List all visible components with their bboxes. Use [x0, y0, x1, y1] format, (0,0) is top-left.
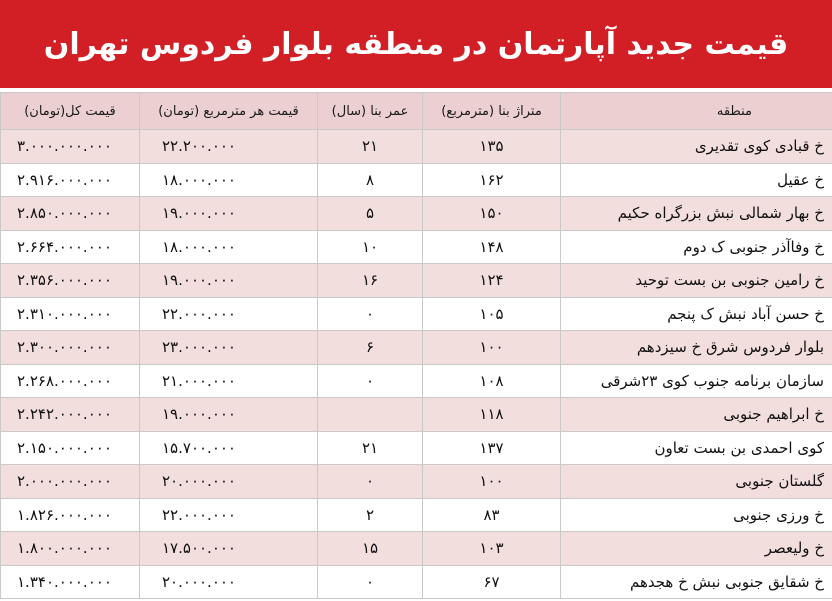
- cell-total: ۲.۳۰۰.۰۰۰.۰۰۰: [1, 331, 140, 365]
- cell-age: ۰: [318, 297, 423, 331]
- header-age: عمر بنا (سال): [318, 93, 423, 130]
- cell-total: ۲.۹۱۶.۰۰۰.۰۰۰: [1, 163, 140, 197]
- cell-region: خ وفاآذر جنوبی ک دوم: [561, 230, 832, 264]
- header-area: متراژ بنا (مترمربع): [423, 93, 561, 130]
- cell-price-per-m2: ۱۸.۰۰۰.۰۰۰: [140, 163, 318, 197]
- table-row: [1, 163, 832, 197]
- cell-region: خ عقیل: [561, 163, 832, 197]
- cell-area: ۱۴۸: [423, 230, 561, 264]
- cell-area: ۸۳: [423, 498, 561, 532]
- cell-price-per-m2: ۲۲.۰۰۰.۰۰۰: [140, 498, 318, 532]
- cell-region: خ حسن آباد نبش ک پنجم: [561, 297, 832, 331]
- cell-area: ۱۰۵: [423, 297, 561, 331]
- cell-region: بلوار فردوس شرق خ سیزدهم: [561, 331, 832, 365]
- cell-total: ۱.۸۲۶.۰۰۰.۰۰۰: [1, 498, 140, 532]
- table-row: [1, 197, 832, 231]
- table-row: [1, 465, 832, 499]
- cell-age: ۶: [318, 331, 423, 365]
- cell-age: ۲: [318, 498, 423, 532]
- table-row: [1, 130, 832, 164]
- cell-age: ۱۰: [318, 230, 423, 264]
- cell-total: ۲.۳۵۶.۰۰۰.۰۰۰: [1, 264, 140, 298]
- cell-age: ۵: [318, 197, 423, 231]
- title-bar: [0, 0, 832, 88]
- cell-total: ۲.۲۴۲.۰۰۰.۰۰۰: [1, 398, 140, 432]
- cell-price-per-m2: ۱۵.۷۰۰.۰۰۰: [140, 431, 318, 465]
- cell-age: ۸: [318, 163, 423, 197]
- cell-region: خ قبادی کوی تقدیری: [561, 130, 832, 164]
- table-row: [1, 297, 832, 331]
- cell-age: ۰: [318, 364, 423, 398]
- page-title: قیمت جدید آپارتمان در منطقه بلوار فردوس تهران: [43, 26, 789, 62]
- cell-total: ۲.۸۵۰.۰۰۰.۰۰۰: [1, 197, 140, 231]
- cell-region: خ ابراهیم جنوبی: [561, 398, 832, 432]
- cell-area: ۱۲۴: [423, 264, 561, 298]
- table-row: [1, 331, 832, 365]
- cell-age: [318, 398, 423, 432]
- table-row: [1, 431, 832, 465]
- cell-price-per-m2: ۲۲.۰۰۰.۰۰۰: [140, 297, 318, 331]
- cell-area: ۱۳۷: [423, 431, 561, 465]
- cell-total: ۲.۰۰۰.۰۰۰.۰۰۰: [1, 465, 140, 499]
- cell-price-per-m2: ۲۱.۰۰۰.۰۰۰: [140, 364, 318, 398]
- header-region: منطقه: [561, 93, 832, 130]
- cell-total: ۲.۳۱۰.۰۰۰.۰۰۰: [1, 297, 140, 331]
- cell-price-per-m2: ۲۰.۰۰۰.۰۰۰: [140, 565, 318, 599]
- cell-region: خ ورزی جنوبی: [561, 498, 832, 532]
- header-total: قیمت کل(تومان): [1, 93, 140, 130]
- cell-region: سازمان برنامه جنوب کوی ۲۳شرقی: [561, 364, 832, 398]
- cell-area: ۱۰۰: [423, 465, 561, 499]
- cell-price-per-m2: ۱۷.۵۰۰.۰۰۰: [140, 532, 318, 566]
- cell-price-per-m2: ۱۹.۰۰۰.۰۰۰: [140, 398, 318, 432]
- cell-price-per-m2: ۲۲.۲۰۰.۰۰۰: [140, 130, 318, 164]
- cell-region: خ بهار شمالی نبش بزرگراه حکیم: [561, 197, 832, 231]
- cell-age: ۲۱: [318, 130, 423, 164]
- cell-area: ۱۳۵: [423, 130, 561, 164]
- cell-total: ۲.۲۶۸.۰۰۰.۰۰۰: [1, 364, 140, 398]
- table-row: [1, 364, 832, 398]
- cell-price-per-m2: ۱۹.۰۰۰.۰۰۰: [140, 264, 318, 298]
- cell-age: ۱۵: [318, 532, 423, 566]
- cell-area: ۱۰۳: [423, 532, 561, 566]
- cell-price-per-m2: ۱۹.۰۰۰.۰۰۰: [140, 197, 318, 231]
- table-row: [1, 565, 832, 599]
- cell-price-per-m2: ۲۳.۰۰۰.۰۰۰: [140, 331, 318, 365]
- cell-region: خ رامین جنوبی بن بست توحید: [561, 264, 832, 298]
- cell-area: ۶۷: [423, 565, 561, 599]
- cell-area: ۱۶۲: [423, 163, 561, 197]
- cell-age: ۰: [318, 465, 423, 499]
- cell-region: گلستان جنوبی: [561, 465, 832, 499]
- table-row: [1, 230, 832, 264]
- cell-total: ۲.۱۵۰.۰۰۰.۰۰۰: [1, 431, 140, 465]
- cell-region: کوی احمدی بن بست تعاون: [561, 431, 832, 465]
- header-price-per-m2: قیمت هر مترمربع (تومان): [140, 93, 318, 130]
- cell-age: ۲۱: [318, 431, 423, 465]
- cell-region: خ شقایق جنوبی نبش خ هجدهم: [561, 565, 832, 599]
- cell-total: ۳.۰۰۰.۰۰۰.۰۰۰: [1, 130, 140, 164]
- cell-total: ۱.۳۴۰.۰۰۰.۰۰۰: [1, 565, 140, 599]
- table-row: [1, 398, 832, 432]
- table-row: [1, 532, 832, 566]
- cell-area: ۱۰۸: [423, 364, 561, 398]
- table-row: [1, 264, 832, 298]
- cell-total: ۱.۸۰۰.۰۰۰.۰۰۰: [1, 532, 140, 566]
- table-body: [1, 130, 832, 599]
- price-table: [0, 92, 832, 599]
- cell-area: ۱۱۸: [423, 398, 561, 432]
- table-row: [1, 498, 832, 532]
- cell-price-per-m2: ۱۸.۰۰۰.۰۰۰: [140, 230, 318, 264]
- cell-age: ۰: [318, 565, 423, 599]
- table-header-row: [1, 93, 832, 130]
- cell-age: ۱۶: [318, 264, 423, 298]
- cell-area: ۱۵۰: [423, 197, 561, 231]
- cell-price-per-m2: ۲۰.۰۰۰.۰۰۰: [140, 465, 318, 499]
- cell-area: ۱۰۰: [423, 331, 561, 365]
- cell-total: ۲.۶۶۴.۰۰۰.۰۰۰: [1, 230, 140, 264]
- cell-region: خ ولیعصر: [561, 532, 832, 566]
